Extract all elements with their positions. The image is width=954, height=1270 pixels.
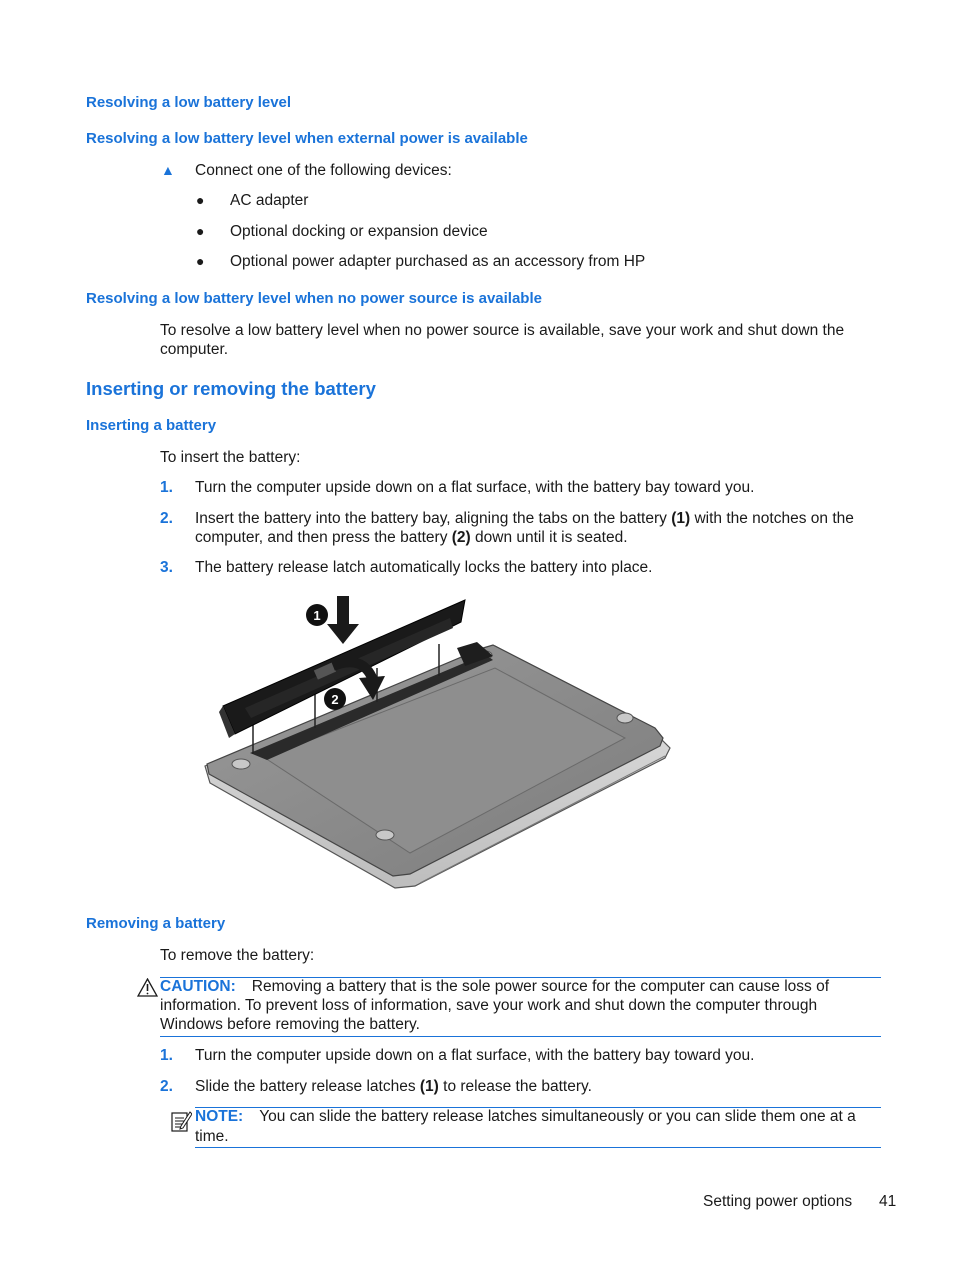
caution-line1: CAUTION: Removing a battery that is the sole power source for the computer can cause loss of — [160, 978, 830, 995]
list-item: AC adapter — [230, 192, 309, 209]
caution-line2: information. To prevent loss of information, save your work and shut down the computer through — [160, 997, 818, 1014]
triangle-marker-icon: ▲ — [161, 162, 175, 178]
heading-inserting-removing: Inserting or removing the battery — [86, 378, 376, 399]
footer-title: Setting power options — [703, 1193, 853, 1210]
note-line2: time. — [195, 1128, 229, 1145]
step-text: Turn the computer upside down on a flat surface, with the battery bay toward you. — [195, 479, 755, 496]
step-number: 1. — [160, 479, 173, 496]
step-text: Slide the battery release latches (1) to release the battery. — [195, 1078, 592, 1095]
step-number: 2. — [160, 510, 173, 527]
caution-icon — [137, 978, 158, 997]
caution-bottom-rule — [160, 1036, 881, 1037]
caution-line3: Windows before removing the battery. — [160, 1016, 420, 1033]
step-text: Turn the computer upside down on a flat surface, with the battery bay toward you. — [195, 1047, 755, 1064]
note-bottom-rule — [195, 1147, 881, 1148]
callout-1: 1 — [313, 608, 321, 623]
callout-2: 2 — [331, 692, 339, 707]
heading-external-power: Resolving a low battery level when external power is available — [86, 130, 528, 147]
heading-no-power: Resolving a low battery level when no power source is available — [86, 290, 542, 307]
page-number: 41 — [879, 1193, 897, 1210]
inserting-intro: To insert the battery: — [160, 449, 301, 466]
step-number: 3. — [160, 559, 173, 576]
external-power-intro: Connect one of the following devices: — [195, 162, 452, 179]
note-line1: NOTE: You can slide the battery release latches simultaneously or you can slide them one at a — [195, 1108, 856, 1125]
note-icon — [170, 1109, 192, 1133]
no-power-text-line2: computer. — [160, 341, 229, 358]
step-text: computer, and then press the battery (2) down until it is seated. — [195, 529, 628, 546]
removing-intro: To remove the battery: — [160, 947, 315, 964]
bullet-icon: ● — [196, 192, 205, 208]
list-item: Optional docking or expansion device — [230, 223, 488, 240]
list-item: Optional power adapter purchased as an accessory from HP — [230, 253, 646, 270]
step-number: 1. — [160, 1047, 173, 1064]
no-power-text-line1: To resolve a low battery level when no power source is available, save your work and shut down the — [160, 322, 845, 339]
step-text: The battery release latch automatically locks the battery into place. — [195, 559, 653, 576]
heading-inserting: Inserting a battery — [86, 417, 217, 434]
battery-insert-illustration — [195, 588, 685, 893]
step-text: Insert the battery into the battery bay, aligning the tabs on the battery (1) with the notches on the — [195, 510, 854, 527]
heading-low-battery: Resolving a low battery level — [86, 94, 292, 111]
step-number: 2. — [160, 1078, 173, 1095]
note-label: NOTE: — [195, 1108, 244, 1125]
caution-label: CAUTION: — [160, 978, 236, 995]
bullet-icon: ● — [196, 223, 205, 239]
bullet-icon: ● — [196, 253, 205, 269]
heading-removing: Removing a battery — [86, 915, 226, 932]
